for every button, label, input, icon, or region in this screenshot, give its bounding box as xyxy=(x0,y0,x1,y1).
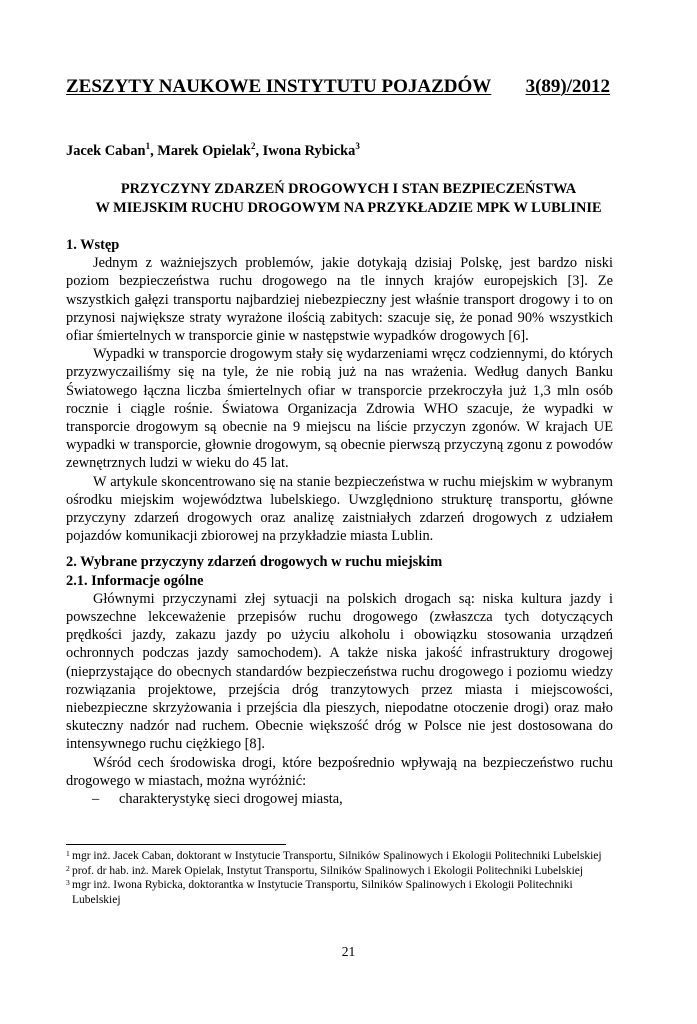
running-header xyxy=(66,76,610,98)
author-affiliation-marker: 3 xyxy=(355,141,360,151)
title-line: PRZYCZYNY ZDARZEŃ DROGOWYCH I STAN BEZPIECZEŃSTWA xyxy=(120,181,577,197)
author-affiliation-marker: 1 xyxy=(145,141,151,151)
footnote-number: 1 xyxy=(66,849,70,858)
author-name: Iwona Rybicka xyxy=(262,143,356,159)
author-separator: , xyxy=(255,143,263,159)
footnote-text: prof. dr hab. inż. Marek Opielak, Instytut Transportu, Silników Spalinowych i Ekologii Politechniki Lubelskiej xyxy=(72,864,584,877)
paragraph: Głównymi przyczynami złej sytuacji na polskich drogach są: niska kultura jazdy i powszechne lekceważenie przepisów ruchu drogowego (zwłaszcza tych dotyczących prędkości jazdy, zakazu jazdy po użyciu alkoholu i obowiązku stosowania urządzeń ochronnych podczas jazdy samochodem). A także niska jakość infrastruktury drogowej (nieprzystające do obecnych standardów bezpieczeństwa ruchu drogowego i poziomu wiedzy rozwiązania projektowe, przejścia dróg tranzytowych przez miasta i miejscowości, niebezpieczne skrzyżowania i przejścia dla pieszych, niepodatne otoczenie drogi) oraz mało skuteczny nadzór nad ruchem. Obecnie większość dróg w Polsce nie jest dostosowana do intensywnego ruchu ciężkiego [8]. xyxy=(66,590,613,753)
article-body xyxy=(66,236,613,808)
section-heading: 1. Wstęp xyxy=(66,237,120,253)
footnotes xyxy=(66,849,613,907)
footnote-separator xyxy=(66,844,286,845)
paragraph: W artykule skoncentrowano się na stanie bezpieczeństwa w ruchu miejskim w wybranym ośrodku miejskim województwa lubelskiego. Uwzględniono strukturę transportu, główne przyczyny zdarzeń drogowych oraz analizę zaistniałych zdarzeń drogowych z udziałem pojazdów komunikacji zbiorowej na przykładzie miasta Lublin. xyxy=(66,473,613,545)
author-separator: , xyxy=(150,143,158,159)
subsection-heading: 2.1. Informacje ogólne xyxy=(66,572,204,589)
list-item-text: charakterystykę sieci drogowej miasta, xyxy=(119,791,343,808)
list-dash: – xyxy=(92,791,100,808)
author-name: Jacek Caban xyxy=(66,143,146,159)
footnote xyxy=(66,864,613,879)
footnote-text: mgr inż. Iwona Rybicka, doktorantka w Instytucie Transportu, Silników Spalinowych i Ekologii Politechniki Lubelskiej xyxy=(72,879,573,906)
footnote xyxy=(66,878,613,907)
title-line: W MIEJSKIM RUCHU DROGOWYM NA PRZYKŁADZIE MPK W LUBLINIE xyxy=(95,200,602,216)
section-heading: 2. Wybrane przyczyny zdarzeń drogowych w ruchu miejskim xyxy=(66,554,443,571)
footnote-text: mgr inż. Jacek Caban, doktorant w Instytucie Transportu, Silników Spalinowych i Ekologii Politechniki Lubelskiej xyxy=(72,850,602,862)
paragraph: Wśród cech środowiska drogi, które bezpośrednio wpływają na bezpieczeństwo ruchu drogowego w miastach, można wyróżnić: xyxy=(66,754,613,789)
author-affiliation-marker: 2 xyxy=(250,141,256,151)
page-number: 21 xyxy=(341,944,356,959)
footnote xyxy=(66,849,613,864)
author-name: Marek Opielak xyxy=(157,143,251,159)
author-list xyxy=(66,142,360,160)
footnote-number: 2 xyxy=(66,863,70,873)
footnote-number: 3 xyxy=(66,878,70,888)
journal-title: ZESZYTY NAUKOWE INSTYTUTU POJAZDÓW xyxy=(66,76,492,97)
list-item xyxy=(66,790,613,808)
issue-number: 3(89)/2012 xyxy=(525,76,610,97)
paper-title xyxy=(40,180,657,218)
paragraph: Wypadki w transporcie drogowym stały się wydarzeniami wręcz codziennymi, do których przyzwyczailiśmy się na tyle, że nie robią już na nas wrażenia. Według danych Banku Światowego łączna liczba śmiertelnych ofiar w transporcie przekroczyła już 1,3 mln osób rocznie i ciągle rośnie. Światowa Organizacja Zdrowia WHO szacuje, że wypadki w transporcie drogowym są obecnie na 9 miejscu na liście przyczyn zgonów. W krajach UE wypadki w transporcie, głownie drogowym, są obecnie pierwszą przyczyną zgonu z powodów zewnętrznych ludzi w wieku do 45 lat. xyxy=(66,346,613,472)
paragraph: Jednym z ważniejszych problemów, jakie dotykają dzisiaj Polskę, jest bardzo niski poziom bezpieczeństwa ruchu drogowego na tle innych krajów europejskich [3]. Ze wszystkich gałęzi transportu najbardziej niebezpieczny jest właśnie transport drogowy i to on przynosi największe straty wyrażone ilością zabitych: szacuje się, że ponad 90% wszystkich ofiar śmiertelnych w transporcie ginie w następstwie wypadków drogowych [6]. xyxy=(66,255,613,345)
